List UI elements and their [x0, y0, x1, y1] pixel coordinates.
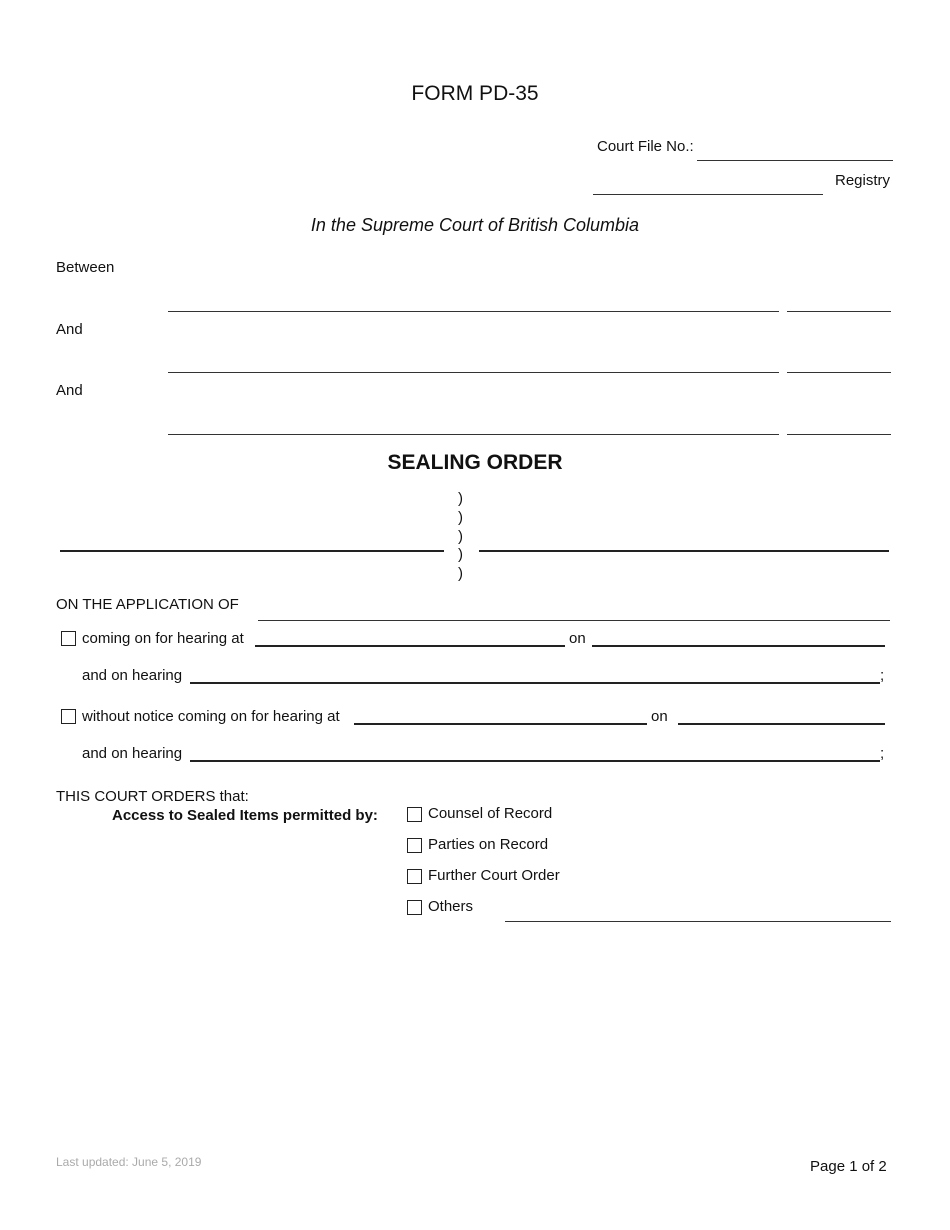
court-orders-label: THIS COURT ORDERS that: [56, 788, 249, 805]
hearing-1-place-input[interactable] [255, 625, 565, 645]
hearing-1-place-underline [255, 645, 565, 647]
court-name: In the Supreme Court of British Columbia [310, 215, 640, 235]
party-3-name-input[interactable] [168, 414, 779, 434]
between-label: Between [56, 259, 115, 276]
paren-5: ) [458, 565, 463, 582]
order-heading: SEALING ORDER [387, 451, 563, 474]
semicolon-2: ; [880, 745, 885, 762]
judge-name-underline [60, 550, 444, 552]
hearing-2-place-underline [354, 723, 647, 725]
others-checkbox[interactable] [407, 900, 422, 915]
application-label: ON THE APPLICATION OF [56, 596, 239, 613]
registry-label: Registry [835, 172, 891, 189]
party-2-name-underline [168, 372, 779, 373]
paren-2: ) [458, 509, 463, 526]
hearing-2-parties-underline [190, 760, 880, 762]
registry-input[interactable] [593, 174, 823, 194]
counsel-of-record-label: Counsel of Record [428, 805, 553, 822]
party-1-role-underline [787, 311, 891, 312]
judge-name-input[interactable] [60, 530, 444, 550]
and-label-2: And [56, 382, 83, 399]
and-on-hearing-1-label: and on hearing [82, 667, 183, 684]
party-2-role-underline [787, 372, 891, 373]
without-notice-checkbox[interactable] [61, 709, 76, 724]
court-file-input[interactable] [697, 140, 893, 160]
form-title: FORM PD-35 [411, 82, 539, 105]
others-input[interactable] [505, 901, 891, 921]
hearing-1-text: coming on for hearing at [82, 630, 244, 647]
paren-4: ) [458, 546, 463, 563]
hearing-1-date-underline [592, 645, 885, 647]
party-2-name-input[interactable] [168, 352, 779, 372]
registry-underline [593, 194, 823, 195]
hearing-2-date-input[interactable] [678, 703, 885, 723]
and-label-1: And [56, 321, 83, 338]
order-date-input[interactable] [479, 530, 889, 550]
hearing-1-parties-input[interactable] [190, 662, 880, 682]
hearing-1-parties-underline [190, 682, 880, 684]
further-court-order-label: Further Court Order [428, 867, 560, 884]
others-underline [505, 921, 891, 922]
party-3-role-input[interactable] [787, 414, 891, 434]
hearing-2-on-label: on [651, 708, 668, 725]
party-1-role-input[interactable] [787, 291, 891, 311]
counsel-of-record-checkbox[interactable] [407, 807, 422, 822]
paren-1: ) [458, 490, 463, 507]
hearing-checkbox[interactable] [61, 631, 76, 646]
court-file-label: Court File No.: [597, 138, 694, 155]
applicant-input[interactable] [258, 600, 890, 620]
last-updated: Last updated: June 5, 2019 [56, 1155, 202, 1169]
party-3-role-underline [787, 434, 891, 435]
applicant-underline [258, 620, 890, 621]
hearing-1-date-input[interactable] [592, 625, 885, 645]
party-1-name-input[interactable] [168, 291, 779, 311]
court-file-underline [697, 160, 893, 161]
hearing-2-place-input[interactable] [354, 703, 647, 723]
party-3-name-underline [168, 434, 779, 435]
page-number: Page 1 of 2 [810, 1158, 887, 1175]
hearing-1-on-label: on [569, 630, 586, 647]
party-2-role-input[interactable] [787, 352, 891, 372]
hearing-2-text: without notice coming on for hearing at [82, 708, 340, 725]
parties-on-record-checkbox[interactable] [407, 838, 422, 853]
semicolon-1: ; [880, 667, 885, 684]
party-1-name-underline [168, 311, 779, 312]
access-label: Access to Sealed Items permitted by: [112, 807, 378, 824]
further-court-order-checkbox[interactable] [407, 869, 422, 884]
hearing-2-parties-input[interactable] [190, 740, 880, 760]
paren-3: ) [458, 528, 463, 545]
hearing-2-date-underline [678, 723, 885, 725]
order-date-underline [479, 550, 889, 552]
and-on-hearing-2-label: and on hearing [82, 745, 183, 762]
parties-on-record-label: Parties on Record [428, 836, 549, 853]
others-label: Others [428, 898, 474, 915]
